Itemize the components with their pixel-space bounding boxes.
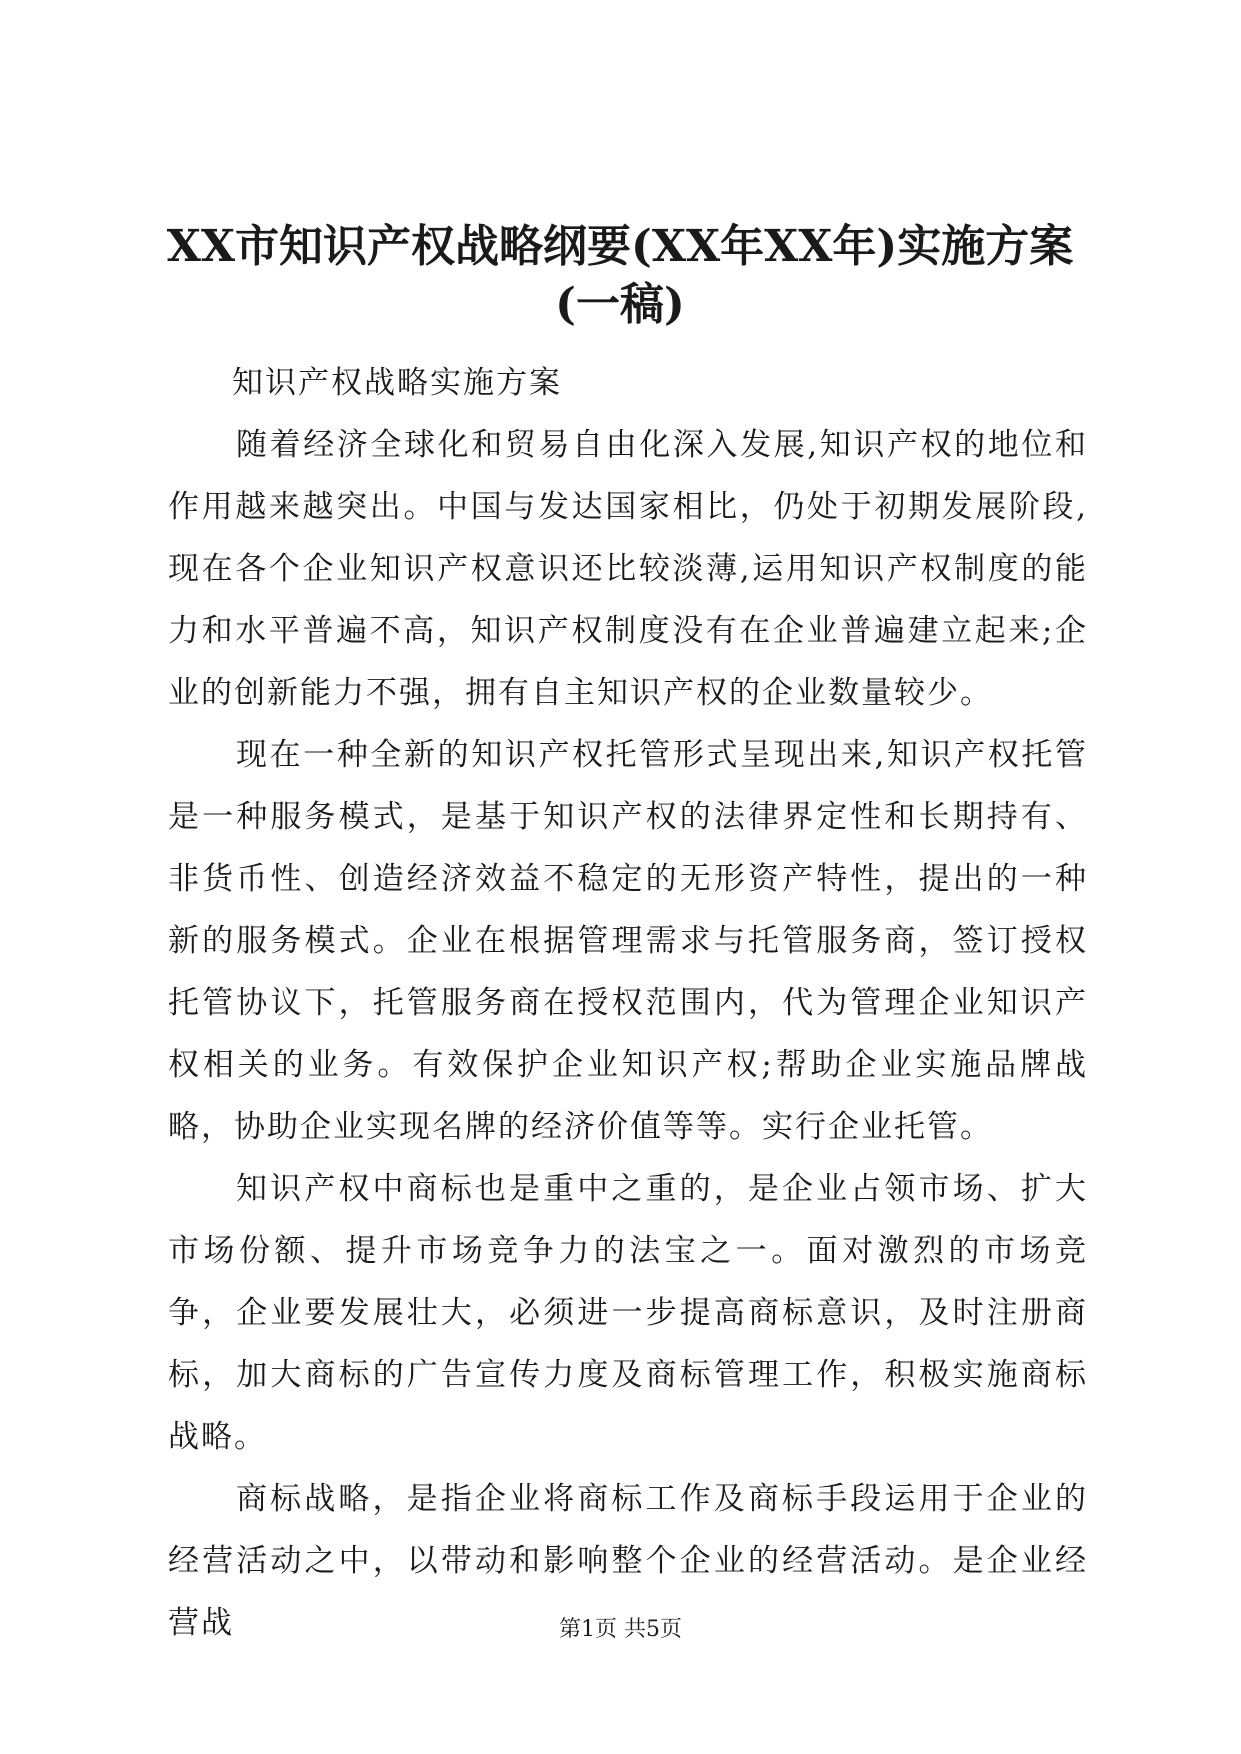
paragraph-1: 随着经济全球化和贸易自由化深入发展,知识产权的地位和作用越来越突出。中国与发达国家相比，仍处于初期发展阶段,现在各个企业知识产权意识还比较淡薄,运用知识产权制度的能力和水平普遍不高，知识产权制度没有在企业普遍建立起来;企业的创新能力不强，拥有自主知识产权的企业数量较少。	[168, 427, 1088, 711]
title-line-2: (一稿)	[555, 279, 685, 330]
paragraph-4: 商标战略，是指企业将商标工作及商标手段运用于企业的经营活动之中，以带动和影响整个企业的经营活动。是企业经营战	[168, 1481, 1088, 1641]
document-title	[150, 218, 1090, 334]
paragraph-2: 现在一种全新的知识产权托管形式呈现出来,知识产权托管是一种服务模式，是基于知识产权的法律界定性和长期持有、非货币性、创造经济效益不稳定的无形资产特性，提出的一种新的服务模式。企业在根据管理需求与托管服务商，签订授权托管协议下，托管服务商在授权范围内，代为管理企业知识产权相关的业务。有效保护企业知识产权;帮助企业实施品牌战略，协助企业实现名牌的经济价值等等。实行企业托管。	[168, 737, 1088, 1145]
paragraph-3: 知识产权中商标也是重中之重的，是企业占领市场、扩大市场份额、提升市场竞争力的法宝之一。面对激烈的市场竞争，企业要发展壮大，必须进一步提高商标意识，及时注册商标，加大商标的广告宣传力度及商标管理工作，积极实施商标战略。	[168, 1171, 1088, 1455]
title-line-1: XX市知识产权战略纲要(XX年XX年)实施方案	[166, 221, 1074, 272]
subheading: 知识产权战略实施方案	[232, 365, 562, 401]
document-body	[168, 352, 1088, 1654]
page-footer: 第1页 共5页	[559, 1617, 682, 1642]
